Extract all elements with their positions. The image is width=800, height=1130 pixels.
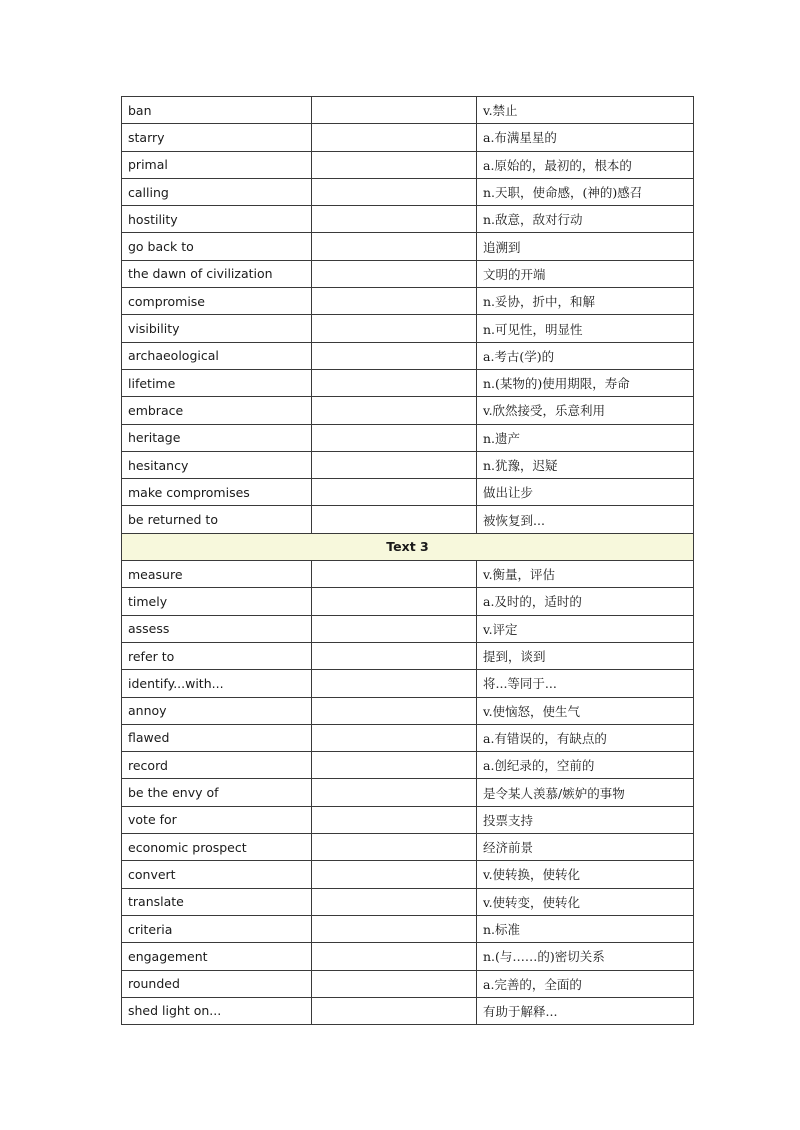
blank-cell xyxy=(312,206,477,233)
blank-cell xyxy=(312,861,477,888)
english-term: be returned to xyxy=(122,506,312,533)
chinese-meaning: a.创纪录的，空前的 xyxy=(477,752,694,779)
chinese-meaning: a.布满星星的 xyxy=(477,124,694,151)
chinese-meaning: 是令某人羡慕/嫉妒的事物 xyxy=(477,779,694,806)
english-term: assess xyxy=(122,615,312,642)
vocab-row xyxy=(122,670,694,697)
english-term: measure xyxy=(122,561,312,588)
blank-cell xyxy=(312,424,477,451)
vocab-row xyxy=(122,397,694,424)
chinese-meaning: n.遗产 xyxy=(477,424,694,451)
english-term: criteria xyxy=(122,915,312,942)
vocab-row xyxy=(122,178,694,205)
chinese-meaning: a.有错误的，有缺点的 xyxy=(477,724,694,751)
blank-cell xyxy=(312,479,477,506)
vocab-row xyxy=(122,451,694,478)
english-term: record xyxy=(122,752,312,779)
blank-cell xyxy=(312,888,477,915)
chinese-meaning: v.欣然接受，乐意利用 xyxy=(477,397,694,424)
english-term: archaeological xyxy=(122,342,312,369)
english-term: engagement xyxy=(122,943,312,970)
chinese-meaning: n.犹豫，迟疑 xyxy=(477,451,694,478)
vocab-row xyxy=(122,561,694,588)
english-term: go back to xyxy=(122,233,312,260)
blank-cell xyxy=(312,369,477,396)
chinese-meaning: n.敌意，敌对行动 xyxy=(477,206,694,233)
english-term: identify...with... xyxy=(122,670,312,697)
vocab-row xyxy=(122,861,694,888)
vocab-row xyxy=(122,915,694,942)
english-term: refer to xyxy=(122,642,312,669)
blank-cell xyxy=(312,233,477,260)
section-title: Text 3 xyxy=(122,533,694,560)
vocab-row xyxy=(122,369,694,396)
vocab-row xyxy=(122,288,694,315)
vocab-row xyxy=(122,779,694,806)
blank-cell xyxy=(312,615,477,642)
chinese-meaning: 追溯到 xyxy=(477,233,694,260)
english-term: heritage xyxy=(122,424,312,451)
blank-cell xyxy=(312,561,477,588)
vocab-row xyxy=(122,506,694,533)
english-term: primal xyxy=(122,151,312,178)
vocab-row xyxy=(122,342,694,369)
vocab-row xyxy=(122,642,694,669)
chinese-meaning: 经济前景 xyxy=(477,834,694,861)
vocab-row xyxy=(122,424,694,451)
chinese-meaning: 被恢复到... xyxy=(477,506,694,533)
blank-cell xyxy=(312,724,477,751)
vocab-row xyxy=(122,834,694,861)
chinese-meaning: v.使转变，使转化 xyxy=(477,888,694,915)
chinese-meaning: v.使恼怒，使生气 xyxy=(477,697,694,724)
vocab-row xyxy=(122,697,694,724)
vocab-row xyxy=(122,260,694,287)
english-term: calling xyxy=(122,178,312,205)
english-term: lifetime xyxy=(122,369,312,396)
english-term: starry xyxy=(122,124,312,151)
blank-cell xyxy=(312,806,477,833)
english-term: make compromises xyxy=(122,479,312,506)
english-term: shed light on... xyxy=(122,997,312,1024)
blank-cell xyxy=(312,943,477,970)
chinese-meaning: n.天职，使命感，(神的)感召 xyxy=(477,178,694,205)
chinese-meaning: n.可见性，明显性 xyxy=(477,315,694,342)
english-term: embrace xyxy=(122,397,312,424)
english-term: convert xyxy=(122,861,312,888)
chinese-meaning: n.妥协，折中，和解 xyxy=(477,288,694,315)
blank-cell xyxy=(312,779,477,806)
blank-cell xyxy=(312,642,477,669)
blank-cell xyxy=(312,260,477,287)
chinese-meaning: v.衡量，评估 xyxy=(477,561,694,588)
blank-cell xyxy=(312,315,477,342)
english-term: rounded xyxy=(122,970,312,997)
vocab-row xyxy=(122,206,694,233)
chinese-meaning: 将...等同于... xyxy=(477,670,694,697)
english-term: timely xyxy=(122,588,312,615)
blank-cell xyxy=(312,506,477,533)
blank-cell xyxy=(312,997,477,1024)
vocab-row xyxy=(122,233,694,260)
chinese-meaning: a.原始的，最初的，根本的 xyxy=(477,151,694,178)
chinese-meaning: 做出让步 xyxy=(477,479,694,506)
blank-cell xyxy=(312,97,477,124)
blank-cell xyxy=(312,970,477,997)
vocab-row xyxy=(122,315,694,342)
section-header-row xyxy=(122,533,694,560)
chinese-meaning: v.评定 xyxy=(477,615,694,642)
vocab-row xyxy=(122,888,694,915)
vocab-row xyxy=(122,124,694,151)
english-term: be the envy of xyxy=(122,779,312,806)
vocab-row xyxy=(122,752,694,779)
blank-cell xyxy=(312,397,477,424)
chinese-meaning: n.标准 xyxy=(477,915,694,942)
blank-cell xyxy=(312,670,477,697)
english-term: annoy xyxy=(122,697,312,724)
chinese-meaning: 有助于解释... xyxy=(477,997,694,1024)
vocab-row xyxy=(122,97,694,124)
chinese-meaning: a.及时的，适时的 xyxy=(477,588,694,615)
chinese-meaning: a.考古(学)的 xyxy=(477,342,694,369)
chinese-meaning: n.(某物的)使用期限，寿命 xyxy=(477,369,694,396)
chinese-meaning: 投票支持 xyxy=(477,806,694,833)
vocabulary-table-body xyxy=(122,97,694,1025)
chinese-meaning: n.(与……的)密切关系 xyxy=(477,943,694,970)
vocab-row xyxy=(122,588,694,615)
vocab-row xyxy=(122,479,694,506)
chinese-meaning: v.使转换，使转化 xyxy=(477,861,694,888)
blank-cell xyxy=(312,752,477,779)
vocabulary-table xyxy=(121,96,694,1025)
english-term: flawed xyxy=(122,724,312,751)
chinese-meaning: a.完善的，全面的 xyxy=(477,970,694,997)
blank-cell xyxy=(312,915,477,942)
blank-cell xyxy=(312,451,477,478)
vocab-row xyxy=(122,943,694,970)
english-term: economic prospect xyxy=(122,834,312,861)
vocab-row xyxy=(122,806,694,833)
vocab-row xyxy=(122,970,694,997)
english-term: hesitancy xyxy=(122,451,312,478)
blank-cell xyxy=(312,697,477,724)
english-term: compromise xyxy=(122,288,312,315)
vocab-row xyxy=(122,997,694,1024)
chinese-meaning: 提到，谈到 xyxy=(477,642,694,669)
blank-cell xyxy=(312,178,477,205)
blank-cell xyxy=(312,288,477,315)
chinese-meaning: v.禁止 xyxy=(477,97,694,124)
english-term: the dawn of civilization xyxy=(122,260,312,287)
english-term: vote for xyxy=(122,806,312,833)
english-term: hostility xyxy=(122,206,312,233)
vocab-row xyxy=(122,615,694,642)
vocab-row xyxy=(122,724,694,751)
blank-cell xyxy=(312,342,477,369)
chinese-meaning: 文明的开端 xyxy=(477,260,694,287)
english-term: ban xyxy=(122,97,312,124)
english-term: translate xyxy=(122,888,312,915)
blank-cell xyxy=(312,124,477,151)
blank-cell xyxy=(312,151,477,178)
blank-cell xyxy=(312,588,477,615)
english-term: visibility xyxy=(122,315,312,342)
vocab-row xyxy=(122,151,694,178)
blank-cell xyxy=(312,834,477,861)
